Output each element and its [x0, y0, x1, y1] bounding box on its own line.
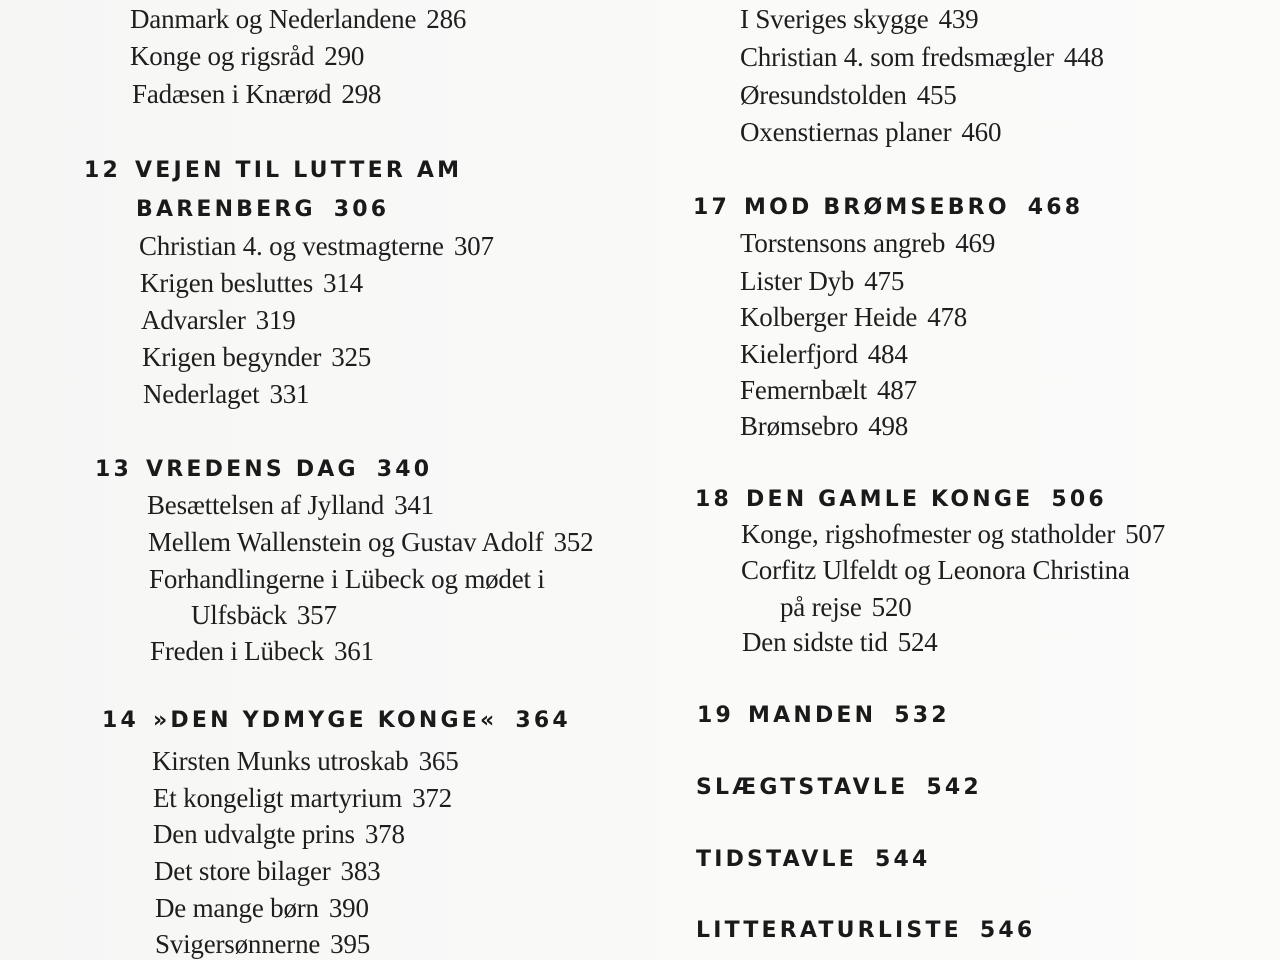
entry-page: 439 — [938, 4, 979, 34]
toc-entry — [143, 379, 309, 410]
section-page: 542 — [926, 775, 982, 800]
chapter-number: 14 — [102, 708, 140, 733]
entry-title: Besættelsen af Jylland — [147, 490, 385, 520]
toc-entry — [130, 4, 466, 35]
toc-entry — [741, 519, 1165, 550]
entry-page: 383 — [340, 856, 381, 886]
chapter-number: 17 — [693, 195, 731, 220]
entry-page: 390 — [328, 893, 369, 923]
entry-title: Den udvalgte prins — [153, 819, 355, 849]
tidstavle-heading — [696, 847, 931, 872]
chapter-title: MANDEN — [748, 703, 877, 728]
entry-title: Krigen besluttes — [140, 268, 314, 298]
entry-page: 352 — [553, 527, 594, 557]
toc-entry-continued — [191, 600, 337, 631]
entry-page: 357 — [296, 600, 337, 630]
litteraturliste-heading — [696, 918, 1035, 943]
entry-page: 455 — [916, 80, 957, 110]
entry-title: Freden i Lübeck — [150, 636, 324, 666]
entry-page: 307 — [453, 231, 494, 261]
entry-page: 314 — [323, 268, 363, 298]
entry-page: 331 — [269, 379, 310, 409]
toc-entry — [147, 490, 434, 521]
entry-page: 286 — [426, 4, 467, 34]
toc-entry-continued — [780, 592, 912, 623]
chapter-title: VEJEN TIL LUTTER AM — [135, 158, 463, 183]
toc-entry — [740, 266, 904, 297]
chapter-title: VREDENS DAG — [146, 457, 359, 482]
entry-title: Svigersønnerne — [155, 929, 321, 959]
chapter-12-heading — [84, 158, 462, 183]
chapter-title: MOD BRØMSEBRO — [744, 195, 1010, 220]
entry-title: De mange børn — [155, 893, 319, 923]
entry-page: 378 — [364, 819, 405, 849]
toc-entry — [150, 636, 374, 667]
entry-page: 478 — [927, 302, 968, 332]
entry-title: I Sveriges skygge — [740, 4, 929, 34]
entry-page: 520 — [871, 592, 912, 622]
entry-title: Mellem Wallenstein og Gustav Adolf — [148, 527, 544, 557]
entry-title: Krigen begynder — [142, 342, 322, 372]
section-page: 544 — [875, 847, 931, 872]
toc-entry — [740, 80, 957, 111]
entry-title: Advarsler — [141, 305, 246, 335]
toc-entry — [152, 746, 459, 777]
entry-title: Brømsebro — [740, 411, 859, 441]
chapter-title: BARENBERG — [136, 197, 316, 222]
entry-page: 498 — [868, 411, 909, 441]
toc-entry — [740, 302, 967, 333]
section-title: SLÆGTSTAVLE — [696, 775, 909, 800]
entry-title: Danmark og Nederlandene — [130, 4, 417, 34]
entry-title: Ulfsbäck — [191, 600, 287, 630]
chapter-page: 468 — [1027, 195, 1084, 220]
section-title: TIDSTAVLE — [696, 847, 858, 872]
entry-title: Nederlaget — [143, 379, 260, 409]
entry-title: Christian 4. og vestmagterne — [139, 231, 444, 261]
toc-entry — [740, 42, 1104, 73]
entry-page: 475 — [864, 266, 905, 296]
chapter-18-heading — [695, 487, 1107, 512]
chapter-14-heading — [102, 708, 571, 733]
chapter-page: 306 — [333, 197, 390, 222]
chapter-page: 340 — [376, 457, 433, 482]
toc-entry — [132, 79, 381, 110]
toc-entry — [155, 929, 370, 960]
entry-title: Corfitz Ulfeldt og Leonora Christina — [741, 555, 1130, 585]
entry-title: Kielerfjord — [740, 339, 858, 369]
entry-page: 290 — [324, 41, 365, 71]
entry-page: 469 — [955, 228, 996, 258]
toc-entry — [142, 342, 371, 373]
entry-title: Den sidste tid — [742, 627, 888, 657]
slaegtstavle-heading — [696, 775, 982, 800]
entry-page: 524 — [897, 627, 938, 657]
entry-title: Kirsten Munks utroskab — [152, 746, 409, 776]
entry-title: Fadæsen i Knærød — [132, 79, 332, 109]
entry-page: 372 — [412, 783, 452, 813]
chapter-number: 19 — [697, 703, 735, 728]
toc-entry — [149, 564, 545, 595]
entry-page: 298 — [341, 79, 382, 109]
entry-title: Oxenstiernas planer — [740, 117, 952, 147]
entry-title: Femernbælt — [740, 375, 867, 405]
chapter-19-heading — [697, 703, 950, 728]
entry-page: 484 — [867, 339, 908, 369]
entry-title: Forhandlingerne i Lübeck og mødet i — [149, 564, 545, 594]
toc-entry — [139, 231, 494, 262]
toc-entry — [740, 339, 908, 370]
toc-entry — [130, 41, 364, 72]
toc-entry — [153, 819, 405, 850]
toc-entry — [148, 527, 593, 558]
toc-entry — [140, 268, 363, 299]
entry-title: Christian 4. som fredsmægler — [740, 42, 1054, 72]
entry-title: Torstensons angreb — [740, 228, 946, 258]
toc-entry — [740, 375, 917, 406]
toc-entry — [742, 627, 938, 658]
chapter-number: 18 — [695, 487, 733, 512]
chapter-13-heading — [95, 457, 432, 482]
toc-entry — [154, 856, 380, 887]
chapter-page: 506 — [1051, 487, 1107, 512]
chapter-number: 12 — [84, 158, 122, 183]
chapter-page: 364 — [515, 708, 571, 733]
entry-title: Kolberger Heide — [740, 302, 918, 332]
entry-page: 460 — [961, 117, 1002, 147]
chapter-title: DEN GAMLE KONGE — [746, 487, 1034, 512]
toc-entry — [740, 411, 908, 442]
section-title: LITTERATURLISTE — [696, 918, 962, 943]
entry-page: 319 — [255, 305, 296, 335]
chapter-12-heading-continued — [136, 197, 389, 222]
toc-entry — [155, 893, 369, 924]
entry-page: 507 — [1125, 519, 1166, 549]
entry-title: Øresundstolden — [740, 80, 907, 110]
entry-page: 341 — [394, 490, 434, 520]
entry-title: Lister Dyb — [740, 266, 855, 296]
toc-entry — [141, 305, 296, 336]
entry-page: 365 — [418, 746, 459, 776]
chapter-17-heading — [693, 195, 1083, 220]
entry-page: 487 — [877, 375, 917, 405]
chapter-number: 13 — [95, 457, 133, 482]
entry-page: 448 — [1063, 42, 1104, 72]
entry-page: 325 — [331, 342, 372, 372]
toc-entry — [740, 228, 995, 259]
chapter-title: »DEN YDMYGE KONGE« — [153, 708, 498, 733]
entry-title: Et kongeligt martyrium — [153, 783, 403, 813]
toc-entry — [740, 117, 1001, 148]
entry-page: 361 — [333, 636, 374, 666]
toc-entry — [740, 4, 978, 35]
entry-title: Konge, rigshofmester og statholder — [741, 519, 1116, 549]
chapter-page: 532 — [894, 703, 950, 728]
entry-title: Konge og rigsråd — [130, 41, 315, 71]
entry-title: på rejse — [780, 592, 862, 622]
entry-page: 395 — [330, 929, 371, 959]
toc-entry — [153, 783, 452, 814]
toc-entry — [741, 555, 1130, 586]
section-page: 546 — [979, 918, 1036, 943]
entry-title: Det store bilager — [154, 856, 331, 886]
